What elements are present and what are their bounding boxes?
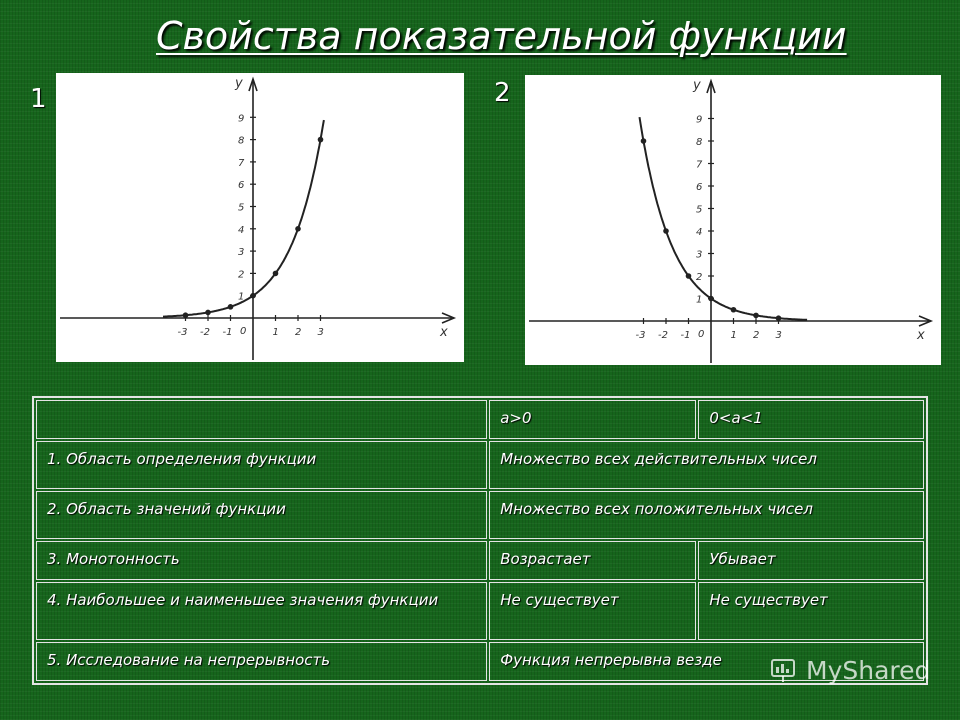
y-axis-label: y: [235, 76, 243, 91]
x-tick-label: -1: [680, 330, 691, 341]
y-tick-label: 7: [238, 157, 245, 169]
x-axis-label: x: [440, 325, 448, 340]
y-tick-label: 1: [238, 291, 245, 303]
x-tick-label: 2: [295, 327, 302, 338]
x-axis-label: x: [917, 328, 925, 343]
y-tick-label: 5: [238, 202, 245, 214]
x-tick-label: 2: [753, 330, 760, 341]
y-tick-label: 3: [696, 249, 703, 261]
y-tick-label: 9: [696, 114, 703, 126]
row-value-a-gt-0: Возрастает: [489, 541, 696, 580]
watermark-text: MyShared: [806, 656, 931, 685]
table-header-cell: 0<a<1: [698, 400, 924, 439]
y-axis-label: y: [693, 78, 701, 93]
table-row: [36, 491, 924, 539]
x-tick-label: -2: [200, 327, 210, 338]
origin-label: 0: [240, 326, 247, 337]
page-title: Свойства показательной функции: [156, 14, 847, 58]
graph-1-panel: [56, 73, 464, 362]
y-tick-label: 4: [696, 227, 703, 238]
data-point: [641, 138, 647, 144]
x-tick-label: -3: [635, 330, 646, 341]
graph-1-number: 1: [30, 84, 47, 114]
row-label: 1. Область определения функции: [36, 441, 487, 489]
x-tick-label: 3: [775, 330, 782, 341]
y-tick-label: 3: [238, 247, 245, 259]
row-value: Множество всех положительных чисел: [489, 491, 924, 539]
data-point: [273, 271, 279, 277]
data-point: [228, 304, 234, 310]
graph-2-svg: [525, 75, 941, 365]
data-point: [731, 307, 737, 313]
table-row: [36, 582, 924, 640]
table-header-cell: [36, 400, 487, 439]
graph-2-number: 2: [494, 78, 511, 108]
y-tick-label: 1: [696, 294, 703, 306]
y-tick-label: 8: [696, 137, 703, 148]
y-tick-label: 8: [238, 135, 245, 147]
y-tick-label: 5: [696, 204, 703, 216]
data-point: [205, 310, 211, 316]
row-value-a-gt-0: Не существует: [489, 582, 696, 640]
y-tick-label: 6: [696, 182, 703, 193]
row-value: Множество всех действительных чисел: [489, 441, 924, 489]
data-point: [183, 312, 189, 318]
table-row: [36, 541, 924, 580]
function-curve: [640, 114, 808, 320]
row-value-a-lt-1: Убывает: [698, 541, 924, 580]
x-tick-label: -3: [177, 327, 188, 338]
data-point: [686, 273, 692, 279]
data-point: [708, 296, 714, 302]
data-point: [295, 226, 301, 232]
row-label: 2. Область значений функции: [36, 491, 487, 539]
row-label: 5. Исследование на непрерывность: [36, 642, 487, 681]
data-point: [318, 137, 324, 143]
presentation-icon: [770, 658, 796, 684]
row-value-a-lt-1: Не существует: [698, 582, 924, 640]
x-tick-label: 1: [730, 330, 737, 341]
data-point: [663, 228, 669, 234]
graph-2-panel: [525, 75, 941, 365]
y-tick-label: 2: [238, 269, 245, 281]
data-point: [776, 315, 782, 321]
y-tick-label: 2: [696, 272, 703, 283]
y-tick-label: 6: [238, 180, 245, 192]
table-row: [36, 441, 924, 489]
y-tick-label: 9: [238, 113, 245, 125]
data-point: [250, 293, 256, 299]
table-header-cell: a>0: [489, 400, 696, 439]
data-point: [753, 313, 759, 319]
y-tick-label: 4: [238, 224, 245, 236]
x-tick-label: -2: [658, 330, 668, 341]
row-label: 3. Монотонность: [36, 541, 487, 580]
function-curve: [163, 120, 324, 317]
x-tick-label: 1: [272, 327, 279, 338]
watermark: [772, 656, 930, 685]
y-tick-label: 7: [696, 159, 703, 171]
origin-label: 0: [698, 329, 705, 340]
table-header-row: [36, 400, 924, 439]
row-value: Функция непрерывна везде: [489, 642, 924, 681]
x-tick-label: -1: [222, 327, 233, 338]
row-label: 4. Наибольшее и наименьшее значения функции: [36, 582, 487, 640]
properties-table: [32, 396, 931, 685]
x-tick-label: 3: [317, 327, 324, 338]
graph-1-svg: [56, 73, 464, 362]
